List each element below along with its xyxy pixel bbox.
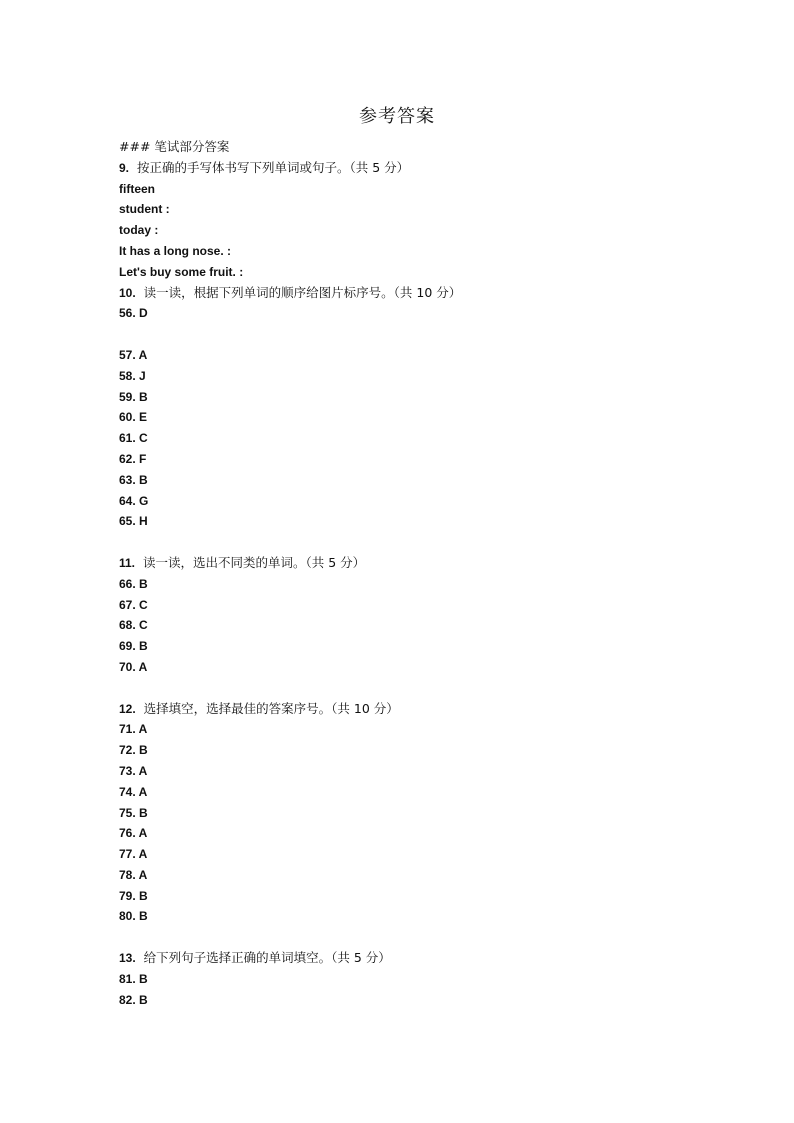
answer-item: 68. C bbox=[119, 618, 148, 633]
answer-item: 64. G bbox=[119, 493, 149, 508]
answer-item: 77. A bbox=[119, 847, 148, 862]
section-instruction: 选择填空，选择最佳的答案序号。（共 10 分） bbox=[143, 700, 399, 716]
answer-item: 66. B bbox=[119, 576, 148, 591]
section-heading-9 bbox=[119, 158, 719, 179]
answer-item: 58. J bbox=[119, 368, 146, 383]
answer-item: 76. A bbox=[119, 826, 148, 841]
answer-item: 81. B bbox=[119, 971, 148, 986]
section-number: 11. bbox=[119, 555, 136, 570]
answer-item: 74. A bbox=[119, 784, 148, 799]
section-number: 12. bbox=[119, 701, 136, 716]
section-heading-12 bbox=[119, 699, 719, 720]
blank-line bbox=[119, 324, 719, 345]
section-instruction: 读一读，选出不同类的单词。（共 5 分） bbox=[142, 554, 366, 570]
answer-item: 71. A bbox=[119, 722, 148, 737]
page-title: 参考答案 bbox=[359, 106, 435, 127]
answer-item: Let's buy some fruit. : bbox=[119, 264, 244, 279]
answer-item: 72. B bbox=[119, 743, 148, 758]
answer-item: 70. A bbox=[119, 659, 148, 674]
answer-item: 56. D bbox=[119, 306, 148, 321]
section-heading-13 bbox=[119, 948, 719, 969]
answer-item: 62. F bbox=[119, 451, 147, 466]
answer-item: 82. B bbox=[119, 992, 148, 1007]
answer-item: 67. C bbox=[119, 597, 148, 612]
section-number: 13. bbox=[119, 951, 136, 966]
blank-line bbox=[119, 532, 719, 553]
answer-item: 69. B bbox=[119, 639, 148, 654]
answer-item: 63. B bbox=[119, 472, 148, 487]
section-heading-10 bbox=[119, 283, 719, 304]
answer-content bbox=[119, 137, 719, 1010]
section-number: 9. bbox=[119, 160, 130, 175]
answer-item: 57. A bbox=[119, 347, 148, 362]
answer-item: 75. B bbox=[119, 805, 148, 820]
section-instruction: 按正确的手写体书写下列单词或句子。（共 5 分） bbox=[136, 159, 410, 175]
answer-item: today : bbox=[119, 223, 159, 238]
answer-item: 73. A bbox=[119, 763, 148, 778]
blank-line bbox=[119, 927, 719, 948]
section-instruction: 读一读，根据下列单词的顺序给图片标序号。（共 10 分） bbox=[143, 284, 462, 300]
section-header: ### 笔试部分答案 bbox=[119, 139, 230, 154]
answer-item: 61. C bbox=[119, 431, 148, 446]
answer-item: 79. B bbox=[119, 888, 148, 903]
answer-item: 59. B bbox=[119, 389, 148, 404]
answer-item: 60. E bbox=[119, 410, 148, 425]
blank-line bbox=[119, 678, 719, 699]
answer-item: It has a long nose. : bbox=[119, 243, 232, 258]
answer-item: student : bbox=[119, 202, 170, 217]
section-number: 10. bbox=[119, 285, 136, 300]
section-instruction: 给下列句子选择正确的单词填空。（共 5 分） bbox=[143, 950, 391, 966]
answer-item: 65. H bbox=[119, 514, 148, 529]
answer-item: 78. A bbox=[119, 867, 148, 882]
section-heading-11 bbox=[119, 553, 719, 574]
answer-item: fifteen bbox=[119, 181, 155, 196]
answer-item: 80. B bbox=[119, 909, 148, 924]
